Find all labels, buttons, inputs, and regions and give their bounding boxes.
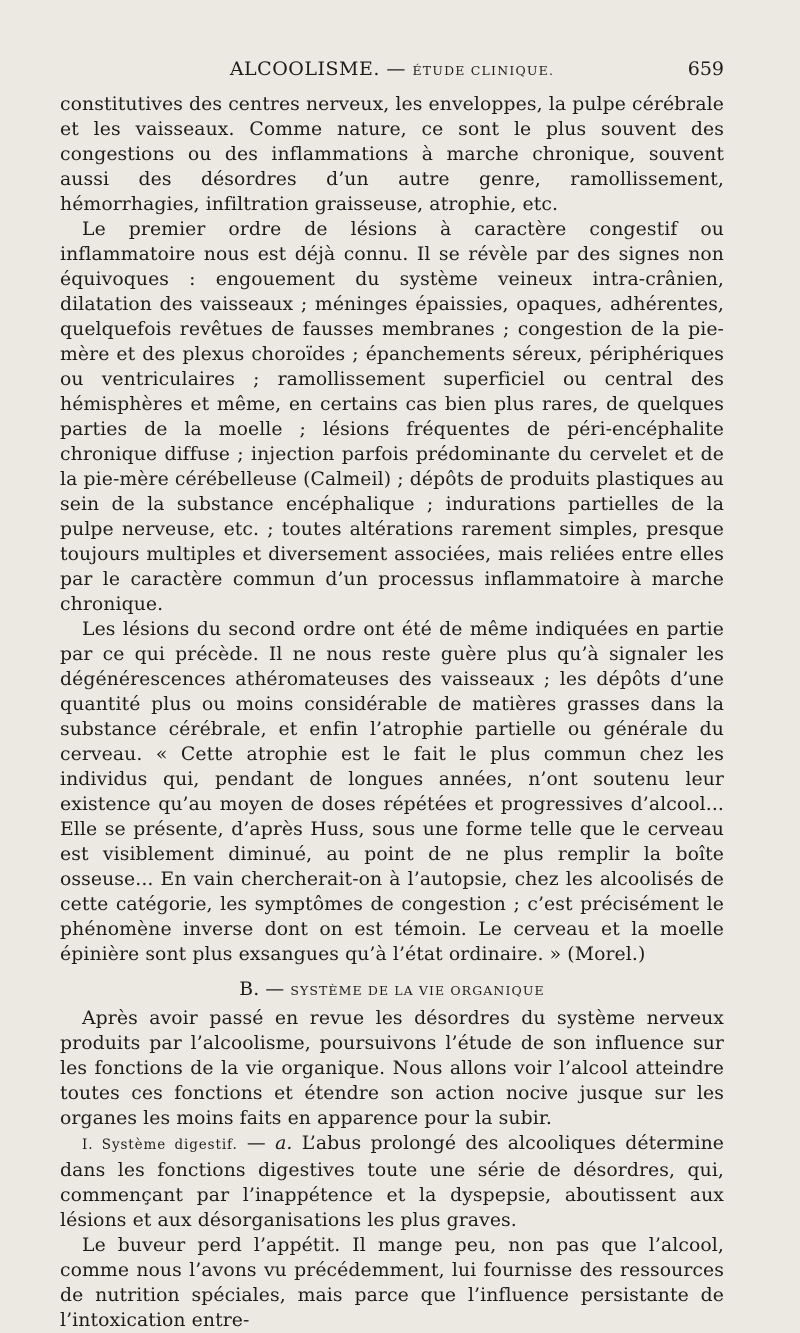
subsection-text: L’abus prolongé des alcooliques détermine dans les fonctions digestives toute une série de désordres, qui, commençant par l’inappétence et la dyspepsie, aboutissent aux lésions et aux désorganisations les plus graves. <box>60 1133 724 1231</box>
page-number: 659 <box>687 58 724 80</box>
section-title: SYSTÈME DE LA VIE ORGANIQUE <box>290 983 545 998</box>
section-heading <box>60 977 724 1003</box>
subsection-label: I. Système digestif. <box>82 1137 238 1153</box>
body-text <box>60 92 724 1333</box>
subsection-dash: — <box>237 1133 276 1154</box>
running-title-subtitle: ÉTUDE CLINIQUE. <box>412 63 555 78</box>
paragraph-organic-life-intro: Après avoir passé en revue les désordres du système nerveux produits par l’alcoolisme, poursuivons l’étude de son influence sur les fonctions de la vie organique. Nous allons voir l’alcool atteindre toutes ces fonctions et étendre son action nocive jusque sur les organes les moins faits en apparence pour la subir. <box>60 1008 724 1129</box>
paragraph-appetite: Le buveur perd l’appétit. Il mange peu, non pas que l’alcool, comme nous l’avons vu précédemment, lui fournisse des ressources de nutrition spéciales, mais parce que l’influence persistante de l’intoxication entre- <box>60 1235 724 1331</box>
subsection-item: a. <box>275 1133 293 1154</box>
running-title <box>60 58 724 80</box>
paragraph-digestive-system <box>60 1131 724 1233</box>
running-header <box>60 58 724 84</box>
section-letter: B. <box>239 979 260 1000</box>
paragraph-second-order-lesions: Les lésions du second ordre ont été de même indiquées en partie par ce qui précède. Il ne nous reste guère plus qu’à signaler les dégénérescences athéromateuses des vaisseaux ; les dépôts d’une quantité plus ou moins considérable de matières grasses dans la substance cérébrale, et enfin l’atrophie partielle ou générale du cerveau. « Cette atrophie est le fait le plus commun chez les individus qui, pendant de longues années, n’ont soutenu leur existence qu’au moyen de doses répétées et progressives d’alcool... Elle se présente, d’après Huss, sous une forme telle que le cerveau est visiblement diminué, au point de ne plus remplir la boîte osseuse... En vain chercherait-on à l’autopsie, chez les alcoolisés de cette catégorie, les symptômes de congestion ; c’est précisément le phénomène inverse dont on est témoin. Le cerveau et la moelle épinière sont plus exsangues qu’à l’état ordinaire. » (Morel.) <box>60 619 724 965</box>
paragraph-continuation: constitutives des centres nerveux, les enveloppes, la pulpe cérébrale et les vaisseaux. Comme nature, ce sont le plus souvent des congestions ou des inflammations à marche chronique, souvent aussi des désordres d’un autre genre, ramollissement, hémorrhagies, infiltration graisseuse, atrophie, etc. <box>60 94 724 215</box>
section-dash: — <box>259 979 291 1000</box>
running-title-main: ALCOOLISME. <box>229 58 380 80</box>
running-title-separator: — <box>379 58 413 80</box>
paragraph-first-order-lesions: Le premier ordre de lésions à caractère congestif ou inflammatoire nous est déjà connu. Il se révèle par des signes non équivoques : engouement du système veineux intra-crânien, dilatation des vaisseaux ; méninges épaissies, opaques, adhérentes, quelquefois revêtues de fausses membranes ; congestion de la pie-mère et des plexus choroïdes ; épanchements séreux, périphériques ou ventriculaires ; ramollissement superficiel ou central des hémisphères et même, en certains cas bien plus rares, de quelques parties de la moelle ; lésions fréquentes de péri-encéphalite chronique diffuse ; injection parfois prédominante du cervelet et de la pie-mère cérébelleuse (Calmeil) ; dépôts de produits plastiques au sein de la substance encéphalique ; indurations partielles de la pulpe nerveuse, etc. ; toutes altérations rarement simples, presque toujours multiples et diversement associées, mais reliées entre elles par le caractère commun d’un processus inflammatoire à marche chronique. <box>60 219 724 615</box>
